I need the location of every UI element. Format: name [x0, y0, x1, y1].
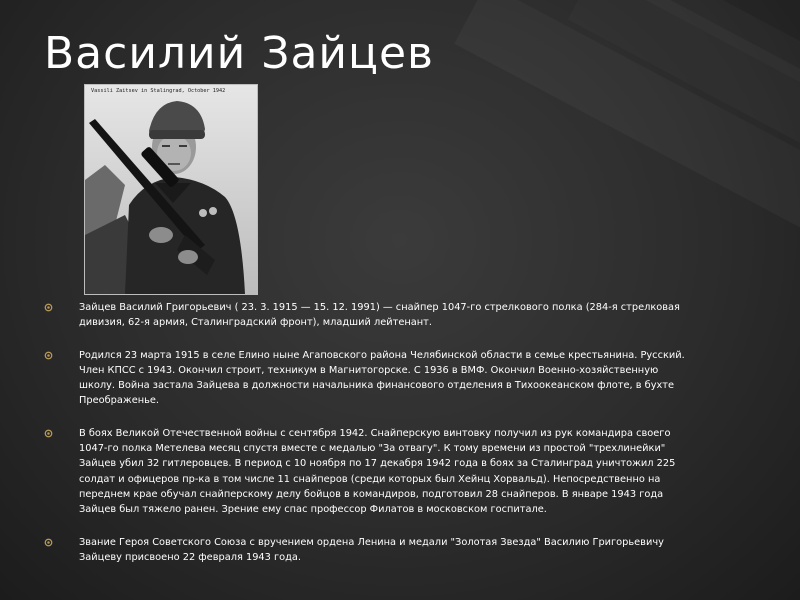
bullet-list [44, 300, 694, 582]
bullet-text: Родился 23 марта 1915 в селе Елино ныне Агаповского района Челябинской области в семье крестьянина. Русский. Член КПСС с 1943. Окончил строит, техникум в Магнитогорске. С 1936 в ВМФ. Окончил Военно-хозяйственную школу. Война застала Зайцева в должности начальника финансового отделения в Тихоокеанском флоте, в бухте Преображенье. [79, 349, 685, 407]
bullet-item [44, 535, 694, 566]
bullet-text: В боях Великой Отечественной войны с сентября 1942. Снайперскую винтовку получил из рук командира своего 1047-го полка Метелева месяц спустя вместе с медалью "За отвагу". К тому времени из простой "трехлинейки" Зайцев убил 32 гитлеровцев. В период с 10 ноября по 17 декабря 1942 года в боях за Сталинград уничтожил 225 солдат и офицеров пр-ка в том числе 11 снайперов (среди которых был Хейнц Хорвальд). Непосредственно на переднем крае обучал снайперскому делу бойцов в командиров, подготовил 28 снайперов. В январе 1943 года Зайцев был тяжело ранен. Зрение ему спас профессор Филатов в московском госпитале. [79, 427, 676, 516]
ornamental-bullet-icon [44, 351, 53, 360]
portrait-illustration [85, 85, 257, 294]
bullet-item [44, 300, 694, 331]
bullet-text: Зайцев Василий Григорьевич ( 23. 3. 1915 — 15. 12. 1991) — снайпер 1047-го стрелкового полка (284-я стрелковая дивизия, 62-я армия, Сталинградский фронт), младший лейтенант. [79, 302, 680, 329]
portrait-photo [84, 84, 258, 295]
bullet-text: Звание Героя Советского Союза с вручением ордена Ленина и медали "Золотая Звезда" Василию Григорьевичу Зайцеву присвоено 22 февраля 1943 года. [79, 536, 664, 563]
slide-title: Василий Зайцев [44, 28, 434, 79]
photo-caption: Vassili Zaitsev in Stalingrad, October 1942 [91, 88, 226, 94]
ornamental-bullet-icon [44, 303, 53, 312]
ornamental-bullet-icon [44, 429, 53, 438]
bullet-item [44, 348, 694, 409]
bullet-item [44, 426, 694, 518]
ornamental-bullet-icon [44, 538, 53, 547]
